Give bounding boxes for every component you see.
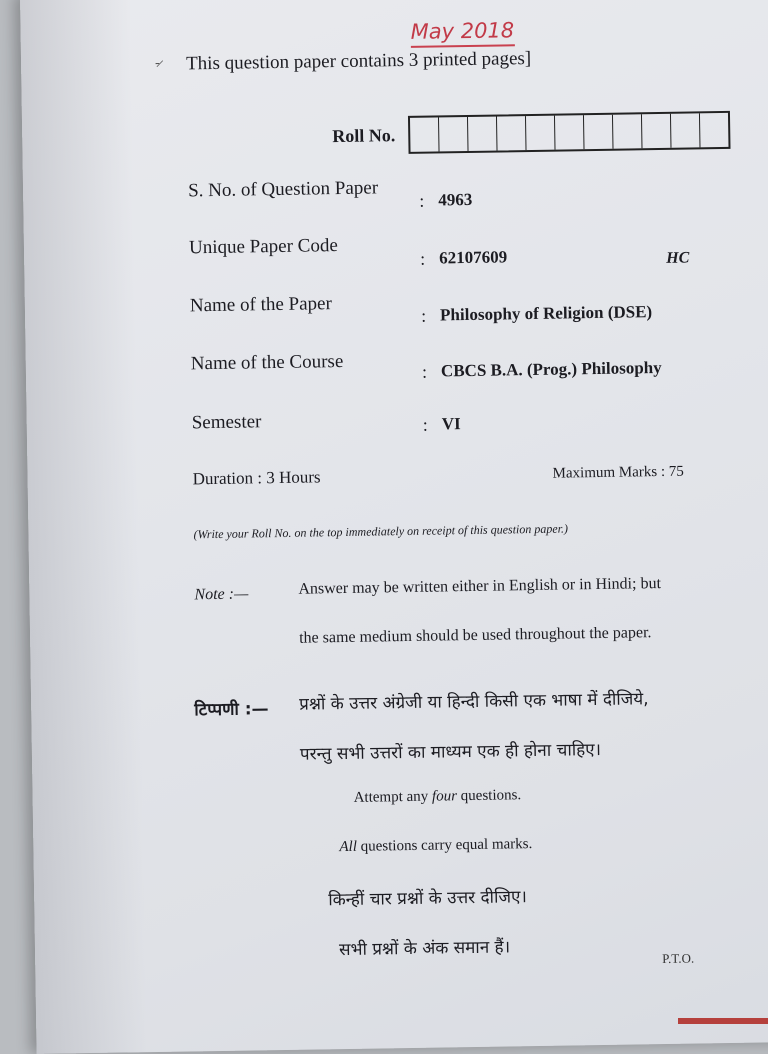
roll-number-box [526, 116, 556, 150]
handwritten-date: May 2018 [410, 18, 514, 48]
field-colon: : [422, 414, 428, 435]
field-colon: : [419, 190, 425, 211]
roll-number-box [410, 117, 440, 151]
roll-number-box [584, 115, 614, 149]
background-red-strip [678, 1018, 768, 1024]
pen-tick-mark: -̷ [154, 55, 160, 71]
note-line-1: Answer may be written either in English or in Hindi; but [298, 575, 662, 598]
note-line-2: the same medium should be used throughout the paper. [299, 624, 652, 647]
field-value-semester: VI [441, 414, 461, 434]
hindi-note-line-1: प्रश्नों के उत्तर अंग्रेजी या हिन्दी किसी एक भाषा में दीजिये, [299, 689, 649, 715]
attempt-text: Attempt any [353, 788, 433, 806]
hc-mark: HC [666, 249, 690, 267]
field-value-paper-name: Philosophy of Religion (DSE) [439, 302, 653, 325]
roll-number-box [555, 115, 585, 149]
roll-instruction: (Write your Roll No. on the top immediately on receipt of this question paper.) [193, 521, 569, 542]
field-label-serial-no: S. No. of Question Paper [187, 177, 379, 202]
roll-number-box [671, 113, 701, 147]
field-value-course-name: CBCS B.A. (Prog.) Philosophy [440, 357, 662, 381]
field-label-paper-code: Unique Paper Code [188, 235, 338, 259]
roll-number-boxes [408, 111, 731, 154]
attempt-emphasis: four [431, 788, 458, 805]
hindi-note-line-2: परन्तु सभी उत्तरों का माध्यम एक ही होना चाहिए। [299, 739, 602, 765]
maximum-marks: Maximum Marks : 75 [552, 463, 684, 482]
page-shadow [20, 0, 147, 1054]
field-colon: : [420, 305, 427, 326]
field-label-paper-name: Name of the Paper [189, 293, 332, 317]
note-label: Note :— [194, 585, 249, 604]
attempt-instruction [354, 787, 522, 807]
roll-number-box [439, 117, 469, 151]
roll-number-label: Roll No. [332, 125, 396, 147]
hindi-note-label: टिप्पणी :— [194, 699, 269, 721]
exam-paper-sheet [20, 0, 768, 1054]
hindi-attempt-instruction: किन्हीं चार प्रश्नों के उत्तर दीजिए। [328, 887, 528, 911]
equal-marks-text: questions carry equal marks. [356, 836, 533, 855]
field-colon: : [421, 361, 428, 382]
roll-number-box [468, 117, 498, 151]
roll-number-box [497, 116, 527, 150]
pto-marker: P.T.O. [662, 950, 695, 967]
duration: Duration : 3 Hours [192, 467, 321, 489]
all-emphasis: All [339, 838, 358, 856]
page-count-line: This question paper contains 3 printed pages] [185, 47, 532, 75]
attempt-text-end: questions. [456, 787, 522, 805]
hindi-equal-marks: सभी प्रश्नों के अंक समान हैं। [338, 937, 511, 961]
field-value-paper-code: 62107609 [439, 247, 508, 268]
field-label-semester: Semester [191, 411, 262, 434]
field-value-serial-no: 4963 [438, 189, 473, 210]
roll-number-box [642, 114, 672, 148]
equal-marks-instruction [339, 836, 532, 856]
field-label-course-name: Name of the Course [190, 350, 344, 375]
roll-number-box [700, 113, 729, 147]
field-colon: : [420, 248, 426, 269]
roll-number-box [613, 114, 643, 148]
